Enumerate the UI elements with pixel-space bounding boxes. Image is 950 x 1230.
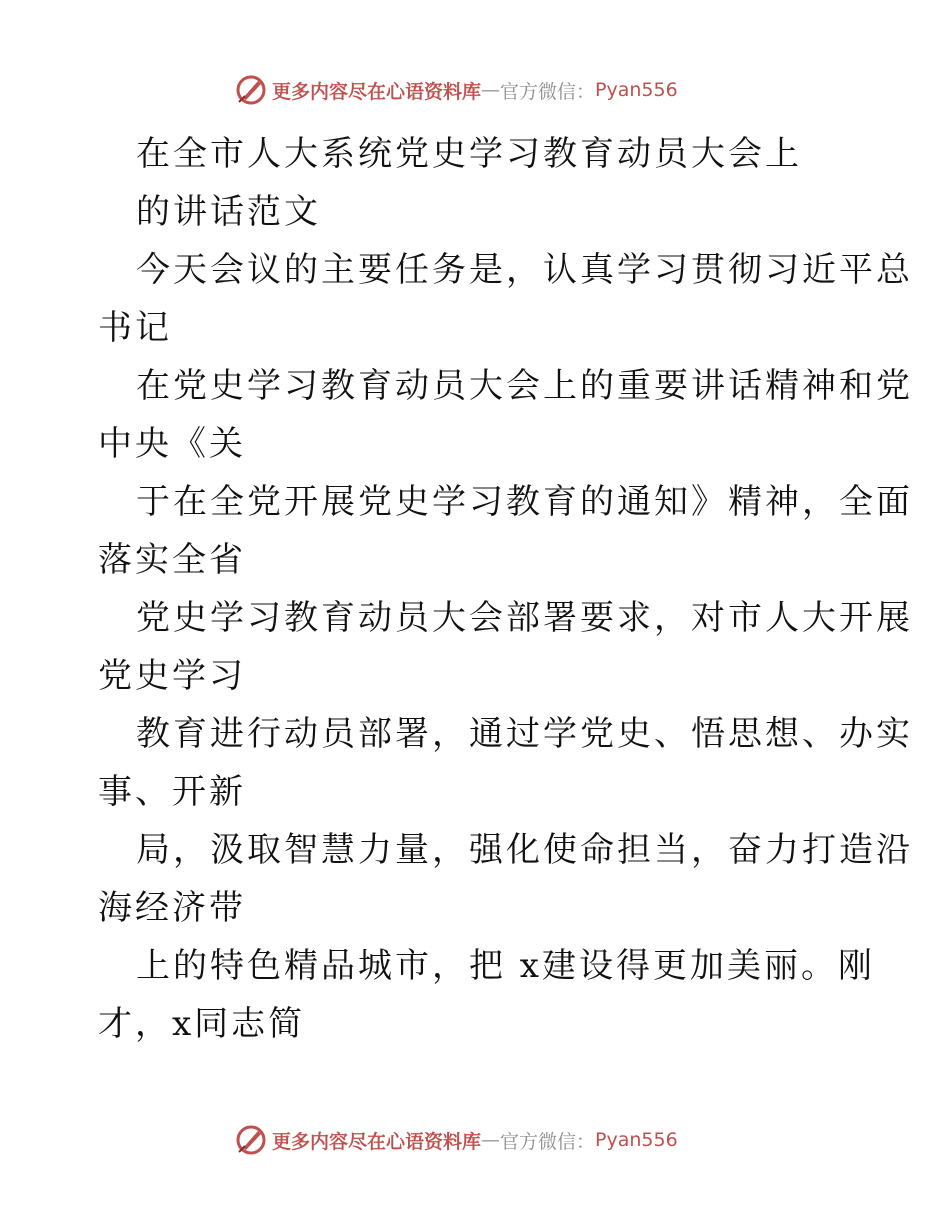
quill-pen-logo-icon: [234, 1123, 268, 1157]
document-line: 于在全党开展党史学习教育的通知》精神，全面: [136, 482, 913, 522]
banner-main-text: 更多内容尽在心语资料库: [272, 80, 482, 103]
document-line: 今天会议的主要任务是，认真学习贯彻习近平总: [136, 250, 913, 290]
banner-dash: —: [481, 79, 501, 101]
banner-wechat-id: Pyan556: [595, 79, 678, 101]
header-watermark-banner: [234, 72, 678, 108]
document-line: 教育进行动员部署，通过学党史、悟思想、办实: [136, 714, 913, 754]
document-line: 事、开新: [98, 772, 246, 812]
banner-wechat-id: Pyan556: [595, 1129, 678, 1151]
banner-dash: —: [481, 1129, 501, 1151]
document-line: 党史学习: [98, 656, 246, 696]
banner-main-text: 更多内容尽在心语资料库: [272, 1130, 482, 1153]
footer-watermark-banner: [234, 1122, 678, 1158]
document-line: 海经济带: [98, 888, 246, 928]
document-body: [98, 125, 913, 1053]
document-line: 上的特色精品城市，把 x建设得更加美丽。刚: [136, 946, 875, 986]
banner-wechat-label: 官方微信：: [500, 1130, 596, 1153]
document-line: 中央《关: [98, 424, 246, 464]
document-line: 党史学习教育动员大会部署要求，对市人大开展: [136, 598, 913, 638]
document-line: 局，汲取智慧力量，强化使命担当，奋力打造沿: [136, 830, 913, 870]
document-line: 书记: [98, 308, 172, 348]
document-line: 在全市人大系统党史学习教育动员大会上: [136, 134, 802, 174]
document-line: 的讲话范文: [136, 192, 321, 232]
quill-pen-logo-icon: [234, 73, 268, 107]
document-line: 落实全省: [98, 540, 246, 580]
document-line: 在党史学习教育动员大会上的重要讲话精神和党: [136, 366, 913, 406]
document-line: 才，x同志简: [98, 1004, 306, 1044]
banner-wechat-label: 官方微信：: [500, 80, 596, 103]
